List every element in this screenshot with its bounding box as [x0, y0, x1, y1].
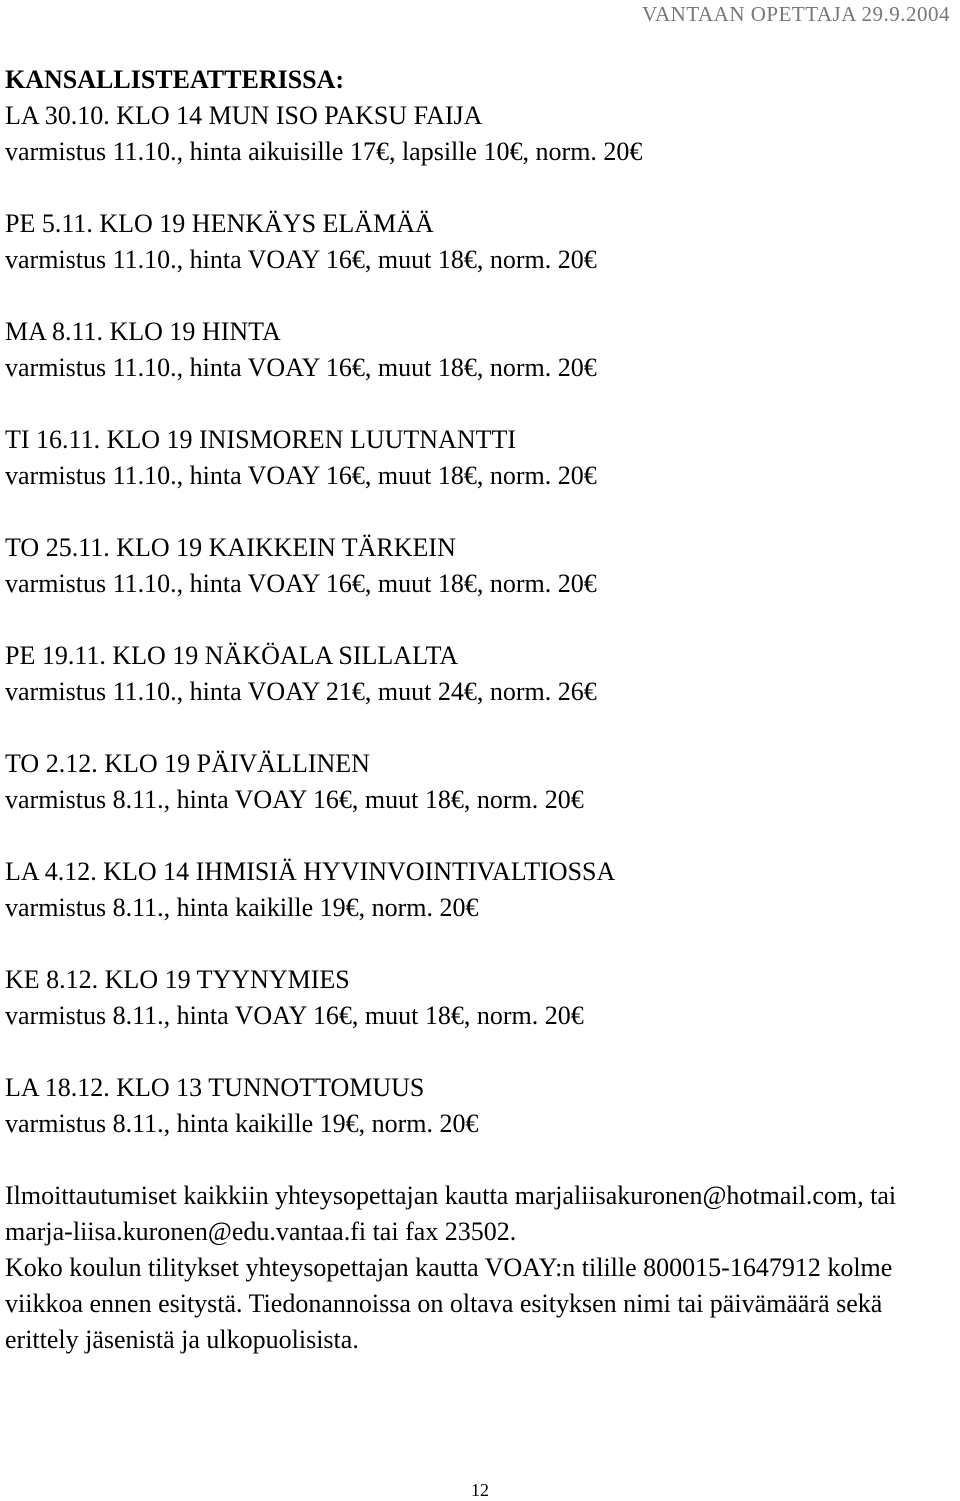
event-item — [5, 638, 954, 710]
event-details: varmistus 11.10., hinta VOAY 16€, muut 18€, norm. 20€ — [5, 353, 597, 382]
registration-info: Ilmoittautumiset kaikkiin yhteysopettajan kautta marjaliisakuronen@hotmail.com, tai marja-liisa.kuronen@edu.vantaa.fi tai fax 23502. — [5, 1181, 897, 1246]
event-item — [5, 962, 954, 1034]
event-title: PE 19.11. KLO 19 NÄKÖALA SILLALTA — [5, 641, 459, 670]
payment-info: Koko koulun tilitykset yhteysopettajan kautta VOAY:n tilille 800015-1647912 kolme viikkoa ennen esitystä. Tiedonannoissa on oltava esityksen nimi tai päivämäärä sekä erittely jäsenistä ja ulkopuolisista. — [5, 1253, 893, 1354]
event-title: LA 4.12. KLO 14 IHMISIÄ HYVINVOINTIVALTIOSSA — [5, 857, 616, 886]
event-item — [5, 422, 954, 494]
event-item — [5, 314, 954, 386]
page-number: 12 — [471, 1480, 489, 1500]
event-item — [5, 206, 954, 278]
event-item — [5, 854, 954, 926]
event-title: TI 16.11. KLO 19 INISMOREN LUUTNANTTI — [5, 425, 517, 454]
event-title: KE 8.12. KLO 19 TYYNYMIES — [5, 965, 350, 994]
newsletter-header: VANTAAN OPETTAJA 29.9.2004 — [642, 2, 950, 26]
event-details: varmistus 11.10., hinta aikuisille 17€, lapsille 10€, norm. 20€ — [5, 137, 643, 166]
event-details: varmistus 11.10., hinta VOAY 16€, muut 18€, norm. 20€ — [5, 569, 597, 598]
event-title: TO 25.11. KLO 19 KAIKKEIN TÄRKEIN — [5, 533, 456, 562]
event-details: varmistus 8.11., hinta VOAY 16€, muut 18€, norm. 20€ — [5, 785, 584, 814]
event-title: PE 5.11. KLO 19 HENKÄYS ELÄMÄÄ — [5, 209, 434, 238]
event-details: varmistus 8.11., hinta kaikille 19€, norm. 20€ — [5, 1109, 479, 1138]
event-title: TO 2.12. KLO 19 PÄIVÄLLINEN — [5, 749, 370, 778]
event-details: varmistus 8.11., hinta kaikille 19€, norm. 20€ — [5, 893, 479, 922]
event-item — [5, 530, 954, 602]
event-title: LA 30.10. KLO 14 MUN ISO PAKSU FAIJA — [5, 101, 483, 130]
event-details: varmistus 11.10., hinta VOAY 16€, muut 18€, norm. 20€ — [5, 461, 597, 490]
event-item — [5, 746, 954, 818]
event-listing — [5, 62, 954, 1358]
event-item — [5, 98, 954, 170]
event-item — [5, 1070, 954, 1142]
event-details: varmistus 11.10., hinta VOAY 16€, muut 18€, norm. 20€ — [5, 245, 597, 274]
event-details: varmistus 8.11., hinta VOAY 16€, muut 18€, norm. 20€ — [5, 1001, 584, 1030]
event-title: LA 18.12. KLO 13 TUNNOTTOMUUS — [5, 1073, 425, 1102]
event-title: MA 8.11. KLO 19 HINTA — [5, 317, 281, 346]
event-details: varmistus 11.10., hinta VOAY 21€, muut 24€, norm. 26€ — [5, 677, 597, 706]
section-heading: KANSALLISTEATTERISSA: — [5, 65, 345, 94]
